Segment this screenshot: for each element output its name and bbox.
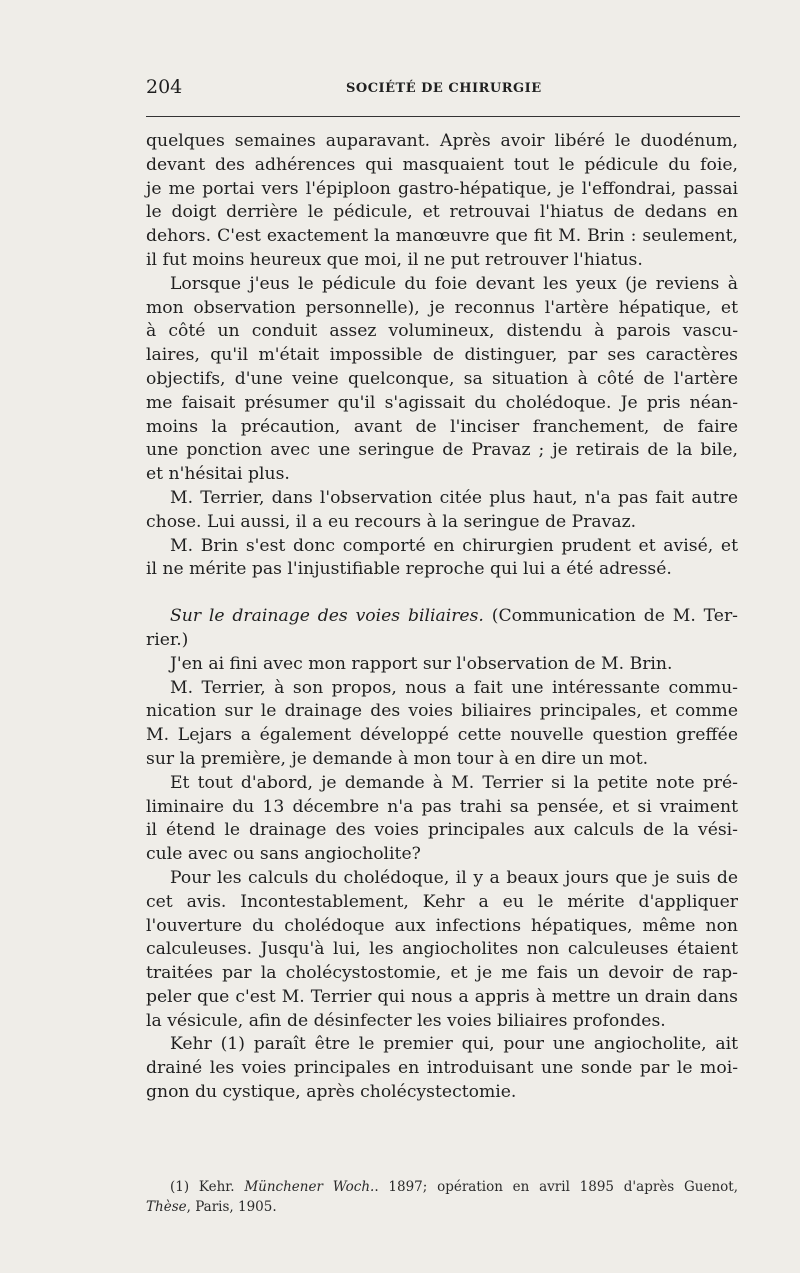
text-line: laires, qu'il m'était impossible de distinguer, par ses caractères: [146, 345, 738, 366]
text-line: mon observation personnelle), je reconnus l'artère hépatique, et: [146, 297, 738, 318]
text-line: et n'hésitai plus.: [146, 464, 290, 485]
text-line: il fut moins heureux que moi, il ne put retrouver l'hiatus.: [146, 249, 643, 270]
text-line: drainé les voies principales en introduisant une sonde par le moi-: [146, 1058, 738, 1079]
footnote-lead: (1) Kehr.: [170, 1179, 245, 1195]
text-line: quelques semaines auparavant. Après avoir libéré le duodénum,: [146, 131, 738, 151]
text-line: traitées par la cholécystostomie, et je me fais un devoir de rap-: [146, 963, 738, 984]
text-line: liminaire du 13 décembre n'a pas trahi sa pensée, et si vraiment: [146, 796, 738, 817]
text-line: M. Terrier, dans l'observation citée plus haut, n'a pas fait autre: [170, 487, 738, 508]
text-line: Kehr (1) paraît être le premier qui, pour une angiocholite, ait: [170, 1034, 738, 1055]
text-line: l'ouverture du cholédoque aux infections hépatiques, même non: [146, 915, 738, 936]
footnote-line: [146, 1177, 738, 1197]
footnote-text: , Paris, 1905.: [186, 1199, 277, 1215]
footnotes: [146, 1177, 738, 1217]
page-number: 204: [146, 76, 183, 98]
text-line: à côté un conduit assez volumineux, distendu à parois vascu-: [146, 321, 738, 342]
text-line: M. Brin s'est donc comporté en chirurgien prudent et avisé, et: [170, 535, 738, 556]
text-line: Et tout d'abord, je demande à M. Terrier si la petite note pré-: [170, 772, 738, 793]
text-line: chose. Lui aussi, il a eu recours à la seringue de Pravaz.: [146, 511, 637, 532]
footnote-line: [146, 1197, 738, 1217]
text-line: peler que c'est M. Terrier qui nous a appris à mettre un drain dans: [146, 986, 738, 1007]
header-rule: [146, 116, 740, 117]
text-line: gnon du cystique, après cholécystectomie.: [146, 1082, 517, 1103]
footnote-work: Thèse: [146, 1199, 187, 1215]
text-line: le doigt derrière le pédicule, et retrouvai l'hiatus de dedans en: [146, 202, 738, 223]
paragraph-gap: [146, 582, 738, 605]
text-line: Pour les calculs du cholédoque, il y a beaux jours que je suis de: [170, 867, 738, 888]
text-line: moins la précaution, avant de l'inciser franchement, de faire: [146, 416, 738, 437]
text-line: devant des adhérences qui masquaient tout le pédicule du foie,: [146, 154, 738, 175]
text-line: il étend le drainage des voies principales aux calculs de la vési-: [146, 820, 738, 841]
text-line: il ne mérite pas l'injustifiable reproche qui lui a été adressé.: [146, 559, 672, 580]
text-line: M. Terrier, à son propos, nous a fait une intéressante commu-: [170, 677, 738, 698]
page-header: [146, 76, 738, 102]
section-heading-note: (Communication de M. Ter-: [491, 606, 738, 627]
text-line: cule avec ou sans angiocholite?: [146, 844, 421, 865]
text-line: Lorsque j'eus le pédicule du foie devant les yeux (je reviens à: [170, 273, 738, 294]
text-line: objectifs, d'une veine quelconque, sa situation à côté de l'artère: [146, 368, 738, 389]
footnote-journal: Münchener Woch.: [244, 1179, 375, 1195]
text-line: rier.): [146, 629, 189, 650]
running-title: SOCIÉTÉ DE CHIRURGIE: [346, 81, 542, 96]
text-line: une ponction avec une seringue de Pravaz ; je retirais de la bile,: [146, 440, 738, 461]
text-line: sur la première, je demande à mon tour à en dire un mot.: [146, 748, 649, 769]
text-line: me faisait présumer qu'il s'agissait du cholédoque. Je pris néan-: [146, 392, 738, 413]
text-line: calculeuses. Jusqu'à lui, les angiocholites non calculeuses étaient: [146, 939, 738, 960]
text-line: dehors. C'est exactement la manœuvre que fit M. Brin : seulement,: [146, 226, 738, 247]
section-heading: Sur le drainage des voies biliaires.: [170, 606, 484, 627]
body-text: [146, 130, 738, 1105]
text-line: la vésicule, afin de désinfecter les voies biliaires profondes.: [146, 1010, 666, 1031]
text-line: J'en ai fini avec mon rapport sur l'observation de M. Brin.: [170, 653, 673, 674]
text-line: je me portai vers l'épiploon gastro-hépatique, je l'effondrai, passai: [146, 178, 738, 199]
text-line: nication sur le drainage des voies biliaires principales, et comme: [146, 701, 738, 722]
text-line: cet avis. Incontestablement, Kehr a eu le mérite d'appliquer: [146, 891, 738, 912]
text-line: M. Lejars a également développé cette nouvelle question greffée: [146, 725, 738, 746]
footnote-text: . 1897; opération en avril 1895 d'après Guenot,: [374, 1179, 738, 1195]
section-heading-line: [146, 605, 738, 629]
